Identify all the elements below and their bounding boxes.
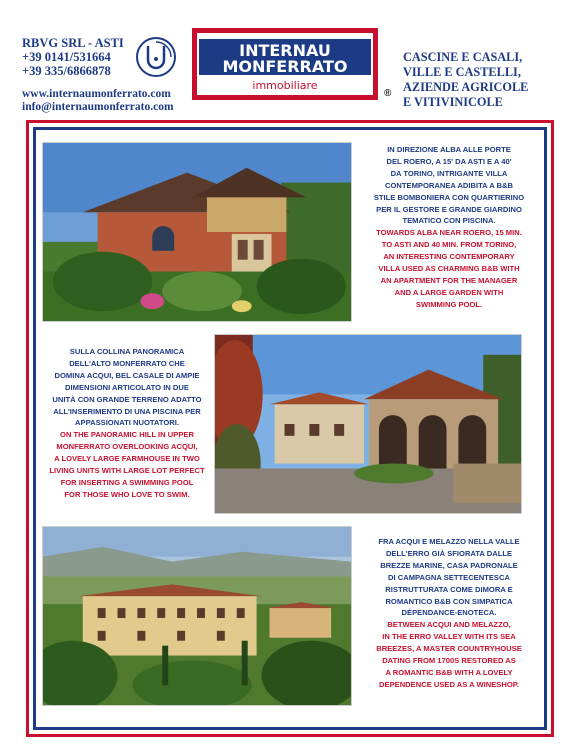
countryhouse-photo-icon — [43, 527, 351, 705]
website-link[interactable]: www.internaumonferrato.com — [22, 88, 171, 100]
listing-2-it-line: ALL'INSERIMENTO DI UNA PISCINA PER — [53, 406, 201, 416]
listing-1-it-line: CONTEMPORANEA ADIBITA A B&B — [385, 180, 513, 190]
listing-3-it-line: FRA ACQUI E MELAZZO NELLA VALLE — [378, 537, 520, 546]
listing-1-description — [354, 144, 544, 311]
tagline-line: E VITIVINICOLE — [403, 95, 503, 109]
registered-mark: ® — [384, 88, 392, 99]
listing-2-en-line: LIVING UNITS WITH LARGE LOT PERFECT — [49, 466, 205, 476]
listing-1-en-line: TOWARDS ALBA NEAR ROERO, 15 MIN. — [376, 228, 522, 238]
listing-1-en-line: AN INTERESTING CONTEMPORARY — [383, 252, 515, 262]
email-link[interactable]: info@internaumonferrato.com — [22, 101, 174, 113]
internau-logo — [192, 28, 378, 100]
listing-2-it-line: DIMENSIONI ARTICOLATO IN DUE — [65, 382, 189, 392]
listing-3-en-line: IN THE ERRO VALLEY WITH ITS SEA — [382, 632, 516, 642]
listing-2-description — [40, 346, 214, 501]
company-name: RBVG SRL - ASTI — [22, 36, 124, 50]
listing-3-it-line: BREZZE MARINE, CASA PADRONALE — [380, 560, 518, 570]
phone-1: +39 0141/531664 — [22, 50, 111, 64]
listing-3-en-line: DEPENDENCE USED AS A WINESHOP. — [379, 679, 519, 689]
listing-1-en-line: SWIMMING POOL. — [415, 299, 483, 309]
tagline-line: CASCINE E CASALI, — [403, 50, 523, 64]
tagline — [403, 50, 573, 110]
logo-subtitle: immobiliare — [252, 79, 318, 92]
villa-photo-icon — [43, 143, 351, 321]
listing-1-it-line: TEMATICO CON PISCINA. — [402, 216, 496, 226]
listing-2-en-line: FOR THOSE WHO LOVE TO SWIM. — [64, 489, 190, 499]
listing-1-en-line: AND A LARGE GARDEN WITH — [394, 287, 504, 297]
listing-1-photo — [42, 142, 352, 322]
listing-3-en-line: BREEZES, A MASTER COUNTRYHOUSE — [376, 644, 522, 654]
listing-3-en-line: A ROMANTIC B&B WITH A LOVELY — [385, 667, 513, 677]
listing-3-it-line: ROMANTICO B&B CON SIMPATICA — [385, 596, 513, 606]
listing-2-it-line: APPASSIONATI NUOTATORI. — [75, 418, 179, 428]
listing-1-it-line: DEL ROERO, A 15' DA ASTI E A 40' — [386, 156, 512, 166]
listing-2-photo — [214, 334, 522, 514]
logo-line-1: INTERNAU — [239, 41, 331, 60]
listing-3-en-line: BETWEEN ACQUI AND MELAZZO, — [387, 620, 511, 630]
listing-1-it-line: STILE BOMBONIERA CON QUARTIERINO — [373, 192, 525, 202]
listing-1-en-line: TO ASTI AND 40 MIN. FROM TORINO, — [381, 240, 517, 250]
listing-1-it-line: IN DIREZIONE ALBA ALLE PORTE — [387, 145, 511, 154]
logo-line-2: MONFERRATO — [222, 57, 348, 76]
listing-1-it-line: PER IL GESTORE E GRANDE GIARDINO — [376, 204, 522, 214]
listing-1-en-line: VILLA USED AS CHARMING B&B WITH — [378, 264, 520, 274]
agency-emblem-icon — [135, 36, 177, 78]
listing-2-it-line: DOMINA ACQUI, BEL CASALE DI AMPIE — [54, 370, 200, 380]
listing-1-it-line: DA TORINO, INTRIGANTE VILLA — [390, 168, 508, 178]
listing-3-en-line: DATING FROM 1700S RESTORED AS — [382, 656, 516, 666]
listing-2-en-line: ON THE PANORAMIC HILL IN UPPER — [60, 430, 194, 440]
listing-1-en-line: AN APARTMENT FOR THE MANAGER — [380, 275, 518, 285]
tagline-line: AZIENDE AGRICOLE — [403, 80, 529, 94]
listing-2-en-line: FOR INSERTING A SWIMMING POOL — [60, 477, 194, 487]
listing-2-it-line: DELL'ALTO MONFERRATO CHE — [69, 358, 185, 368]
page-header — [0, 0, 580, 122]
listing-3-description — [354, 536, 544, 691]
listing-2-en-line: MONFERRATO OVERLOOKING ACQUI, — [56, 442, 198, 452]
listing-3-it-line: DI CAMPAGNA SETTECENTESCA — [388, 572, 510, 582]
tagline-line: VILLE E CASTELLI, — [403, 65, 521, 79]
listing-2-en-line: A LOVELY LARGE FARMHOUSE IN TWO — [54, 454, 200, 464]
farmhouse-photo-icon — [215, 335, 521, 513]
listing-3-it-line: DELL'ERRO GIÀ SFIORATA DALLE — [385, 548, 513, 558]
listing-3-it-line: DÉPENDANCE-ENOTECA. — [401, 608, 497, 618]
listing-3-it-line: RISTRUTTURATA COME DIMORA E — [385, 584, 513, 594]
listing-2-it-line: UNITÀ CON GRANDE TERRENO ADATTO — [52, 394, 202, 404]
phone-2: +39 335/6866878 — [22, 64, 111, 78]
listing-3-photo — [42, 526, 352, 706]
listing-2-it-line: SULLA COLLINA PANORAMICA — [69, 347, 185, 356]
